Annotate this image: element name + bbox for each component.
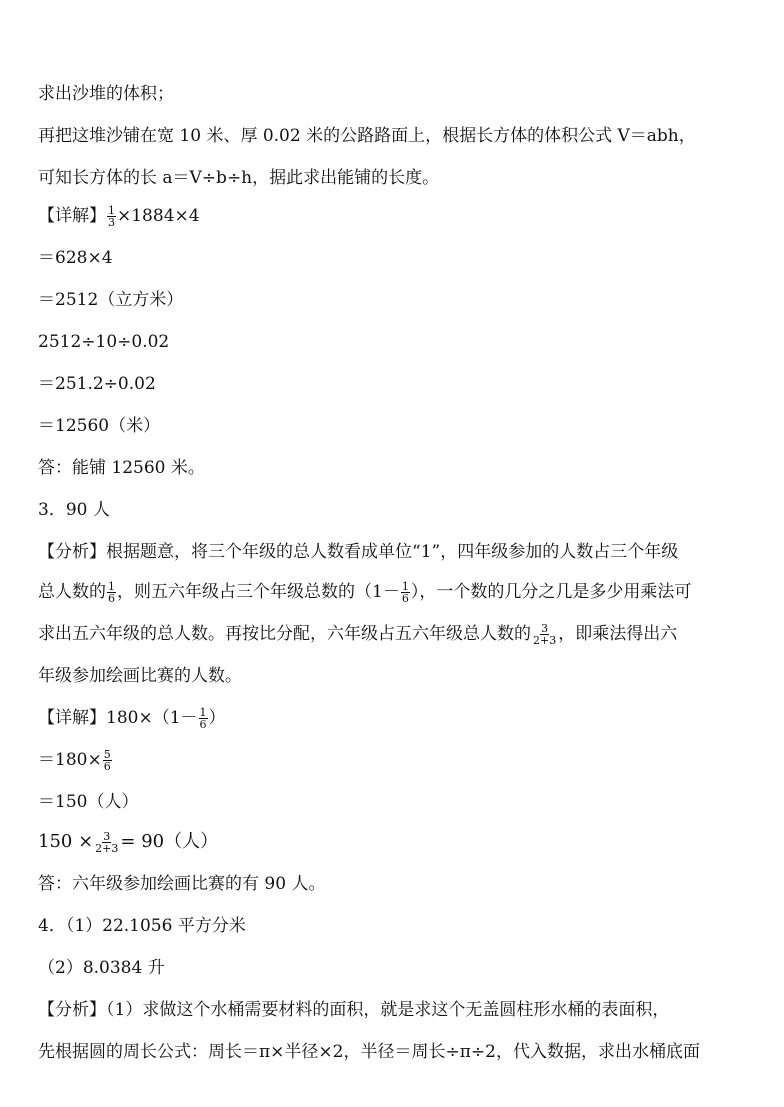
question-heading: 3．90 人 xyxy=(38,500,110,520)
numerator: 5 xyxy=(103,748,111,761)
math-line xyxy=(38,830,218,854)
fraction xyxy=(94,831,119,854)
question-heading: 4．（1）22.1056 平方分米 xyxy=(38,916,246,936)
text: ＝180× xyxy=(38,750,102,770)
answer-line: 答：六年级参加绘画比赛的有 90 人。 xyxy=(38,874,326,894)
solution-line xyxy=(38,204,200,228)
text-line: 再把这堆沙铺在宽 10 米、厚 0.02 米的公路路面上，根据长方体的体积公式 V＝abh， xyxy=(38,126,696,146)
fraction xyxy=(532,623,557,646)
numerator: 1 xyxy=(108,580,115,593)
fraction xyxy=(107,205,116,228)
analysis-line: 年级参加绘画比赛的人数。 xyxy=(38,666,242,686)
denominator: 6 xyxy=(108,592,115,605)
answer-line: 答：能铺 12560 米。 xyxy=(38,458,205,478)
numerator: 1 xyxy=(401,580,409,593)
numerator: 3 xyxy=(103,829,111,843)
analysis-line xyxy=(38,580,691,604)
text: 总人数的 xyxy=(38,582,106,602)
analysis-line: 【分析】根据题意，将三个年级的总人数看成单位“1”，四年级参加的人数占三个年级 xyxy=(38,542,679,562)
denominator: 3 xyxy=(108,216,115,229)
denominator: 2+3 xyxy=(533,634,557,647)
math-line: ＝2512（立方米） xyxy=(38,290,184,310)
math-line xyxy=(38,748,113,772)
text: 150 × xyxy=(38,831,94,852)
fraction xyxy=(401,581,410,604)
solution-tag: 【详解】 xyxy=(38,206,106,226)
math-line: 2512÷10÷0.02 xyxy=(38,332,170,352)
fraction xyxy=(107,581,116,604)
question-subheading: （2）8.0384 升 xyxy=(38,958,165,978)
text: ，则五六年级占三个年级总数的（1－ xyxy=(117,582,400,602)
numerator: 3 xyxy=(541,622,549,635)
analysis-line: 【分析】（1）求做这个水桶需要材料的面积，就是求这个无盖圆柱形水桶的表面积， xyxy=(38,1000,670,1020)
text: = 90（人） xyxy=(120,831,219,852)
text: ，即乘法得出六 xyxy=(558,624,678,644)
math-line: ＝251.2÷0.02 xyxy=(38,374,156,394)
fraction xyxy=(199,707,208,730)
math-text: ×1884×4 xyxy=(117,206,200,226)
text: ），一个数的几分之几是多少用乘法可 xyxy=(410,582,692,602)
analysis-line xyxy=(38,622,677,646)
text: 【详解】180×（1－ xyxy=(38,708,198,728)
math-line: ＝12560（米） xyxy=(38,416,161,436)
numerator: 1 xyxy=(199,706,207,719)
denominator: 6 xyxy=(401,592,409,605)
denominator: 2+3 xyxy=(95,841,119,855)
fraction xyxy=(103,749,112,772)
math-line: ＝628×4 xyxy=(38,248,113,268)
numerator: 1 xyxy=(108,204,115,217)
text-line: 可知长方体的长 a＝V÷b÷h，据此求出能铺的长度。 xyxy=(38,168,440,188)
text-line: 求出沙堆的体积； xyxy=(38,84,174,104)
denominator: 6 xyxy=(103,760,111,773)
text: ） xyxy=(208,708,226,728)
solution-line xyxy=(38,706,226,730)
analysis-line: 先根据圆的周长公式：周长＝π×半径×2，半径＝周长÷π÷2，代入数据，求出水桶底面 xyxy=(38,1042,700,1062)
text: 求出五六年级的总人数。再按比分配，六年级占五六年级总人数的 xyxy=(38,624,531,644)
math-line: ＝150（人） xyxy=(38,792,139,812)
denominator: 6 xyxy=(199,718,207,731)
